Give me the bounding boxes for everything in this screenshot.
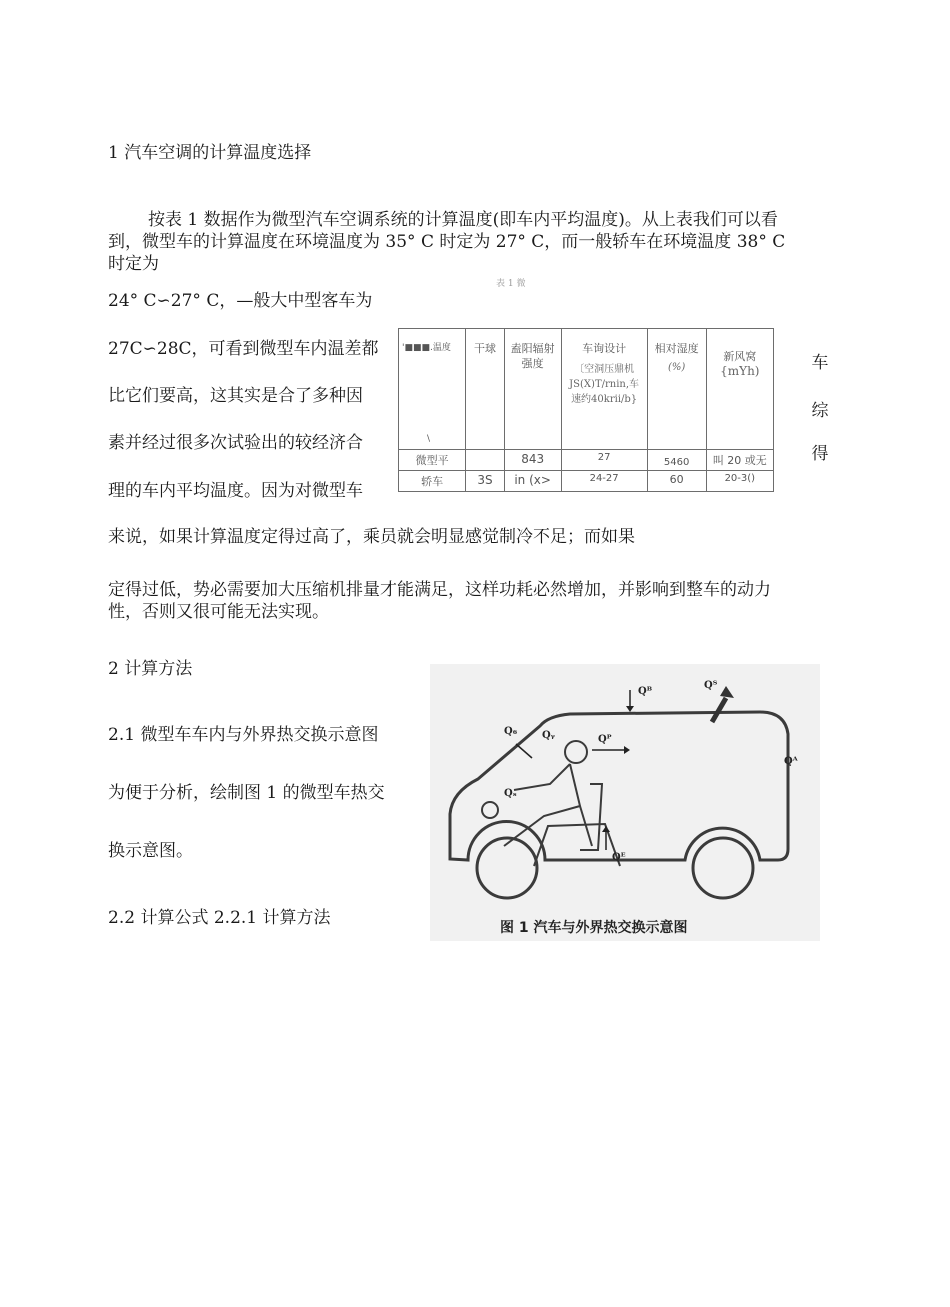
fig-label: Qᴮ xyxy=(638,686,653,697)
fig-label: Qₛ xyxy=(504,788,517,799)
after-table-line2: 定得过低，势必需要加大压缩机排量才能满足，这样功耗必然增加，并影响到整车的动力 xyxy=(108,580,771,600)
heat-exchange-figure xyxy=(430,664,820,941)
after-table-line1: 来说，如果计算温度定得过高了，乘员就会明显感觉制冷不足；而如果 xyxy=(108,527,635,547)
table-cell: 843 xyxy=(504,450,561,471)
table-cell: 5460 xyxy=(647,450,706,471)
fig-label: Qᵀ xyxy=(704,680,718,691)
header-text: 新风窝 xyxy=(723,350,757,363)
header-cell xyxy=(399,329,466,450)
wrap-line: 24° C∽27° C，—般大中型客车为 xyxy=(108,291,373,311)
table-caption: 表 1 微 xyxy=(496,279,526,289)
table-cell: in (x> xyxy=(504,471,561,492)
wrap-line: 27C∽28C，可看到微型车内温差都 xyxy=(108,339,379,359)
front-wheel xyxy=(477,838,537,898)
header-text: 盍阳辐射强度 xyxy=(510,342,555,370)
fig-label: Qᵧ xyxy=(542,730,555,741)
header-text: 干球 xyxy=(473,342,496,355)
table-header-row xyxy=(399,329,774,450)
table-cell: 60 xyxy=(647,471,706,492)
header-text: \ xyxy=(427,434,431,444)
fig-label: Qᴱ xyxy=(612,852,626,863)
section1-para-line3: 时定为 xyxy=(108,254,159,274)
table-cell: 3S xyxy=(466,471,504,492)
rear-wheel xyxy=(693,838,753,898)
fig-label: Qᴾ xyxy=(598,734,612,745)
table-cell: 轿车 xyxy=(399,471,466,492)
after-table-line3: 性，否则又很可能无法实现。 xyxy=(108,602,329,622)
table-cell xyxy=(466,450,504,471)
header-text: '■■■.温度 xyxy=(402,343,451,353)
section2-desc-line1: 为便于分析，绘制图 1 的微型车热交 xyxy=(108,783,385,803)
wrap-line: 比它们要高，这其实是合了多种因 xyxy=(108,386,363,406)
header-text: 相对湿度 xyxy=(654,342,699,355)
table-row xyxy=(399,450,774,471)
table-cell: 24-27 xyxy=(561,471,647,492)
header-subtext: (%) xyxy=(667,362,686,373)
temperature-table xyxy=(398,328,774,492)
header-subtext: 〔空洞压鼎机 JS(X)T/rnin,车速约40krii/b} xyxy=(569,364,640,405)
section1-para-line2: 到，微型车的计算温度在环境温度为 35° C 时定为 27° C，而一般轿车在环境温度 38° C xyxy=(108,232,786,252)
figure-caption: 图 1 汽车与外界热交换示意图 xyxy=(500,920,688,936)
table-cell: 27 xyxy=(561,450,647,471)
fig-label: Qᴬ xyxy=(784,756,798,767)
section2-desc-line2: 换示意图。 xyxy=(108,841,193,861)
wrap-line: 素并经过很多次试验出的较经济合 xyxy=(108,433,363,453)
header-cell xyxy=(647,329,706,450)
header-cell xyxy=(504,329,561,450)
header-cell xyxy=(561,329,647,450)
section2-sub1: 2.1 微型车车内与外界热交换示意图 xyxy=(108,725,379,745)
wrap-line: 理的车内平均温度。因为对微型车 xyxy=(108,481,363,501)
section2-sub2: 2.2 计算公式 2.2.1 计算方法 xyxy=(108,908,331,928)
header-subtext: {mYh) xyxy=(720,364,760,378)
fig-label: Q₆ xyxy=(504,726,518,737)
car-diagram xyxy=(430,664,820,941)
table-cell: 20-3() xyxy=(706,471,773,492)
side-char: 得 xyxy=(811,444,829,464)
table-cell: 叫 20 或无 xyxy=(706,450,773,471)
header-cell xyxy=(466,329,504,450)
table-row xyxy=(399,471,774,492)
section1-para-line1: 按表 1 数据作为微型汽车空调系统的计算温度(即车内平均温度)。从上表我们可以看 xyxy=(148,210,778,230)
header-cell xyxy=(706,329,773,450)
section2-heading: 2 计算方法 xyxy=(108,659,193,679)
header-text: 车询设计 xyxy=(582,342,627,355)
table-cell: 微型平 xyxy=(399,450,466,471)
section1-heading: 1 汽车空调的计算温度选择 xyxy=(108,143,312,163)
side-char: 综 xyxy=(811,401,829,421)
side-char: 车 xyxy=(811,353,829,373)
